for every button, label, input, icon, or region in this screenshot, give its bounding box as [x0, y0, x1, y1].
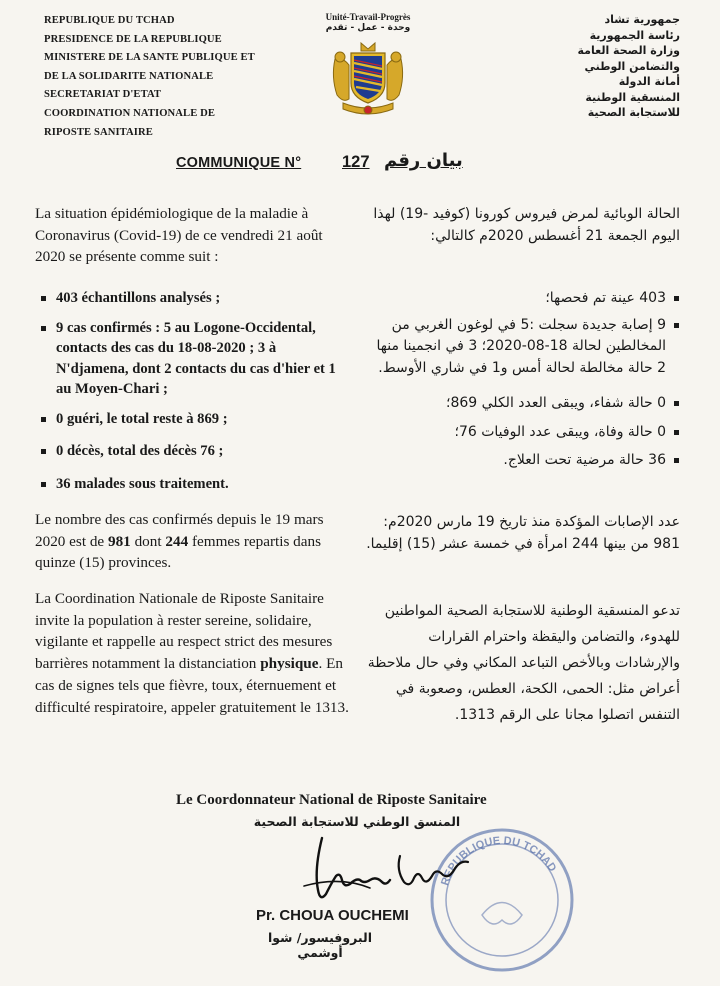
- appeal-text: . En cas de signes tels que fièvre, toux, éternuement et difficulté respiratoire, appeler gratuitement le 1313.: [35, 655, 349, 716]
- arabic-intro: الحالة الوبائية لمرض فيروس كورونا (كوفيد -19) لهذا اليوم الجمعة 21 أغسطس 2020م كالتالي:: [373, 206, 680, 244]
- appeal-text: La Coordination Nationale de Riposte Sanitaire invite la population à rester sereine, solidaire, vigilante et rappelle au respect strict des mesures barrières notamment la distanciation: [35, 590, 333, 673]
- french-bullet-list: [40, 288, 340, 494]
- header-right-line: للاستجابة الصحية: [587, 106, 680, 119]
- summary-text: Le nombre des cas confirmés depuis le 19 mars 2020 est de: [35, 511, 324, 550]
- header-right-line: وزارة الصحة العامة: [577, 44, 680, 57]
- arabic-summary: عدد الإصابات المؤكدة منذ تاريخ 19 مارس 2020م: 981 من بينها 244 امرأة في خمسة عشر (15) إقليما.: [366, 514, 680, 552]
- french-bullet-item: 0 décès, total des décès 76 ;: [40, 441, 340, 462]
- header-right-line: المنسقية الوطنية: [585, 90, 680, 104]
- header-left-line: REPUBLIQUE DU TCHAD: [44, 15, 175, 26]
- summary-text: dont: [130, 532, 166, 550]
- communique-title: [0, 150, 720, 183]
- signatory-title-french: Le Coordonnateur National de Riposte Sanitaire: [176, 792, 487, 808]
- total-confirmed-count: 981: [107, 532, 131, 550]
- header-left-line: DE LA SOLIDARITE NATIONALE: [44, 70, 214, 82]
- arabic-bullet-item: 0 حالة وفاة، ويبقى عدد الوفيات 76؛: [365, 422, 680, 444]
- french-appeal: [35, 588, 355, 718]
- title-french: COMMUNIQUE N°: [176, 155, 302, 171]
- motto-french: Unité-Travail-Progrès: [325, 12, 411, 22]
- header-center-block: [312, 12, 424, 121]
- arabic-bullet-item: 0 حالة شفاء، ويبقى العدد الكلي 869؛: [365, 393, 680, 415]
- header-left-line: SECRETARIAT D'ETAT: [44, 89, 162, 101]
- header-right-line: جمهورية تشاد: [604, 13, 680, 26]
- signatory-name-french: Pr. CHOUA OUCHEMI: [256, 907, 409, 924]
- arabic-bullet-item: 36 حالة مرضية تحت العلاج.: [365, 450, 680, 472]
- motto-arabic: وحدة - عمل - تقدم: [325, 23, 411, 33]
- communique-number: 127: [342, 153, 370, 171]
- arabic-bullet-list: [365, 288, 680, 472]
- french-intro: La situation épidémiologique de la maladie à Coronavirus (Covid-19) de ce vendredi 21 août 2020 se présente comme suit :: [35, 205, 323, 265]
- arabic-appeal: تدعو المنسقية الوطنية للاستجابة الصحية المواطنين للهدوء، والتضامن واليقظة واحترام القرارات والإرشادات وبالأخص التباعد المكاني وفي حال ملاحظة أعراض مثل: الحمى، الكحة، العطس، وصعوبة في التنفس اتصلوا مجانا على الرقم 1313.: [367, 603, 680, 723]
- header-right-line: رئاسة الجمهورية: [589, 28, 680, 42]
- arabic-bullet-item: 403 عينة تم فحصها؛: [365, 288, 680, 310]
- title-arabic: بيان رقم: [384, 150, 463, 171]
- signatory-title-arabic: المنسق الوطني للاستجابة الصحية: [253, 814, 461, 829]
- french-bullet-item: 36 malades sous traitement.: [40, 474, 340, 495]
- header-left-block: [44, 12, 284, 139]
- women-count: 244: [165, 532, 189, 550]
- handwritten-signature-icon: [300, 830, 490, 910]
- stamp-text: REPUBLIQUE DU TCHAD: [439, 834, 559, 888]
- header-left-line: COORDINATION NATIONALE DE: [44, 107, 216, 119]
- coat-of-arms-icon: [327, 39, 409, 121]
- header-right-line: أمانة الدولة: [618, 75, 680, 88]
- french-bullet-item: 403 échantillons analysés ;: [40, 288, 340, 309]
- french-bullet-item: 9 cas confirmés : 5 au Logone-Occidental, contacts des cas du 18-08-2020 ; 3 à N'djamena, dont 2 contacts du cas d'hier et 1 au Moyen-Chari ;: [40, 318, 340, 400]
- appeal-emphasis: physique: [260, 655, 319, 673]
- header-right-line: والتضامن الوطني: [584, 59, 680, 73]
- signatory-name-arabic: البروفيسور/ شوا أوشمي: [268, 930, 372, 960]
- french-bullet-item: 0 guéri, le total reste à 869 ;: [40, 409, 340, 430]
- arabic-bullet-item: 9 إصابة جديدة سجلت :5 في لوغون الغربي من المخالطين لحالة 18-08-2020؛ 3 في انجمينا منها 2 حالة مخالطة لحالة أمس و1 في شاري الأوسط.: [365, 315, 680, 380]
- header-left-line: RIPOSTE SANITAIRE: [44, 126, 153, 138]
- header-left-line: MINISTERE DE LA SANTE PUBLIQUE ET: [44, 52, 255, 64]
- summary-text: femmes repartis dans quinze (15) provinces.: [35, 532, 322, 571]
- french-summary: [35, 509, 355, 574]
- header-right-block: [480, 12, 680, 121]
- header-left-line: PRESIDENCE DE LA REPUBLIQUE: [44, 33, 222, 45]
